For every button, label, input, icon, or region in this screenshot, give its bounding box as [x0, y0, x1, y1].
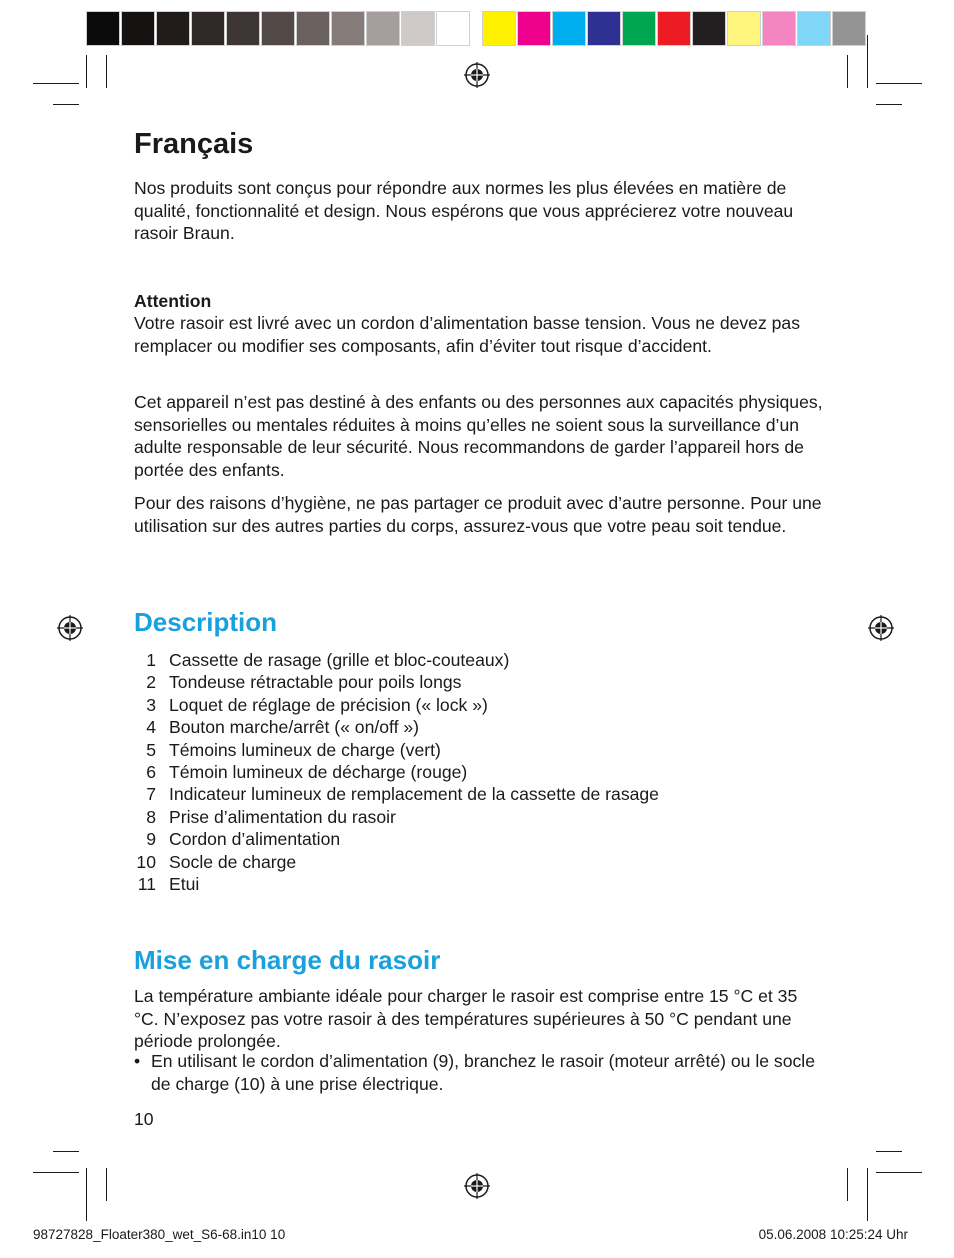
charging-heading: Mise en charge du rasoir	[134, 945, 441, 975]
process-color-swatch	[552, 11, 586, 46]
grayscale-swatch	[121, 11, 155, 46]
list-item-text: Etui	[169, 874, 200, 895]
list-item-number: 6	[146, 762, 156, 783]
list-item-number: 3	[146, 694, 156, 715]
registration-mark-icon	[464, 1173, 490, 1199]
list-item-text: Loquet de réglage de précision (« lock »)	[169, 694, 488, 715]
list-item-text: Prise d’alimentation du rasoir	[169, 806, 396, 827]
process-color-swatch	[832, 11, 866, 46]
grayscale-swatch	[86, 11, 120, 46]
grayscale-swatch	[401, 11, 435, 46]
crop-mark	[53, 1151, 79, 1152]
hygiene-paragraph: Pour des raisons d’hygiène, ne pas partager ce produit avec d’autre personne. Pour une utilisation sur des autres parties du corps, assurez-vous que votre peau soit tendue.	[134, 493, 822, 536]
list-item-number: 1	[146, 650, 156, 670]
registration-mark-icon	[464, 62, 490, 88]
crop-mark	[847, 55, 848, 88]
crop-mark	[106, 1168, 107, 1201]
crop-mark	[847, 1168, 848, 1201]
list-item-text: Bouton marche/arrêt (« on/off »)	[169, 717, 420, 738]
charging-bullet-text: En utilisant le cordon d’alimentation (9), branchez le rasoir (moteur arrêté) ou le socle de charge (10) à une prise électrique.	[151, 1051, 815, 1094]
grayscale-swatch	[436, 11, 470, 46]
crop-mark	[86, 1168, 87, 1221]
list-item-text: Cordon d’alimentation	[169, 829, 341, 850]
list-item	[134, 806, 659, 828]
footer-file-info: 98727828_Floater380_wet_S6-68.in10 10	[33, 1227, 286, 1242]
list-item	[134, 873, 659, 895]
grayscale-swatch	[331, 11, 365, 46]
description-list	[134, 649, 659, 895]
list-item-number: 7	[146, 784, 156, 805]
grayscale-swatch	[156, 11, 190, 46]
grayscale-swatch	[261, 11, 295, 46]
process-color-swatch	[692, 11, 726, 46]
page-title: Français	[134, 128, 254, 160]
intro-paragraph: Nos produits sont conçus pour répondre aux normes les plus élevées en matière de qualité, fonctionnalité et design. Nous espérons que vous apprécierez votre nouveau rasoir Braun.	[134, 178, 794, 243]
footer-timestamp: 05.06.2008 10:25:24 Uhr	[758, 1227, 908, 1242]
crop-mark	[53, 104, 79, 105]
process-color-swatch	[517, 11, 551, 46]
process-color-swatch	[587, 11, 621, 46]
grayscale-strip	[86, 11, 471, 46]
list-item-number: 11	[137, 874, 156, 895]
list-item	[134, 716, 659, 738]
charging-paragraph: La température ambiante idéale pour charger le rasoir est comprise entre 15 °C et 35 °C. N’exposez pas votre rasoir à des températures supérieures à 50 °C pendant une période prolongée.	[134, 986, 798, 1051]
list-item-number: 2	[146, 672, 156, 693]
crop-mark	[876, 83, 922, 84]
bullet-dot-icon: •	[134, 1051, 141, 1071]
crop-mark	[876, 1151, 902, 1152]
list-item	[134, 671, 659, 693]
list-item	[134, 783, 659, 805]
list-item-number: 4	[146, 717, 156, 738]
process-color-swatch	[622, 11, 656, 46]
crop-mark	[86, 55, 87, 88]
list-item-text: Indicateur lumineux de remplacement de la cassette de rasage	[169, 784, 659, 805]
page-number: 10	[134, 1109, 154, 1129]
crop-mark	[876, 1172, 922, 1173]
list-item	[134, 739, 659, 761]
process-color-swatch	[657, 11, 691, 46]
list-item	[134, 694, 659, 716]
grayscale-swatch	[296, 11, 330, 46]
crop-mark	[867, 35, 868, 88]
process-color-swatch	[762, 11, 796, 46]
grayscale-swatch	[226, 11, 260, 46]
crop-mark	[876, 104, 902, 105]
grayscale-swatch	[191, 11, 225, 46]
process-color-strip	[482, 11, 867, 46]
list-item-text: Témoins lumineux de charge (vert)	[169, 739, 441, 760]
list-item-text: Socle de charge	[169, 851, 297, 872]
process-color-swatch	[482, 11, 516, 46]
description-heading: Description	[134, 607, 278, 637]
crop-mark	[33, 83, 79, 84]
crop-mark	[33, 1172, 79, 1173]
charging-bullet	[134, 1050, 824, 1095]
list-item-number: 10	[136, 851, 156, 872]
list-item-number: 8	[146, 806, 156, 827]
list-item	[134, 761, 659, 783]
attention-paragraph: Votre rasoir est livré avec un cordon d’alimentation basse tension. Vous ne devez pas remplacer ou modifier ses composants, afin d’éviter tout risque d’accident.	[134, 313, 801, 356]
list-item-text: Cassette de rasage (grille et bloc-couteaux)	[169, 650, 510, 670]
list-item-number: 9	[146, 829, 156, 850]
list-item-text: Témoin lumineux de décharge (rouge)	[169, 762, 468, 783]
crop-mark	[106, 55, 107, 88]
process-color-swatch	[797, 11, 831, 46]
registration-mark-icon	[868, 615, 894, 641]
list-item	[134, 828, 659, 850]
children-paragraph: Cet appareil n’est pas destiné à des enfants ou des personnes aux capacités physiques, sensorielles ou mentales réduites à moins qu’elles ne soient sous la surveillance d’un adulte responsable de leur sécurité. Nous recommandons de garder l’appareil hors de portée des enfants.	[134, 392, 823, 480]
registration-mark-icon	[57, 615, 83, 641]
list-item-number: 5	[146, 739, 156, 760]
attention-label: Attention	[134, 291, 212, 311]
process-color-swatch	[727, 11, 761, 46]
crop-mark	[867, 1168, 868, 1221]
grayscale-swatch	[366, 11, 400, 46]
list-item-text: Tondeuse rétractable pour poils longs	[169, 672, 462, 693]
list-item	[134, 851, 659, 873]
list-item	[134, 649, 659, 671]
